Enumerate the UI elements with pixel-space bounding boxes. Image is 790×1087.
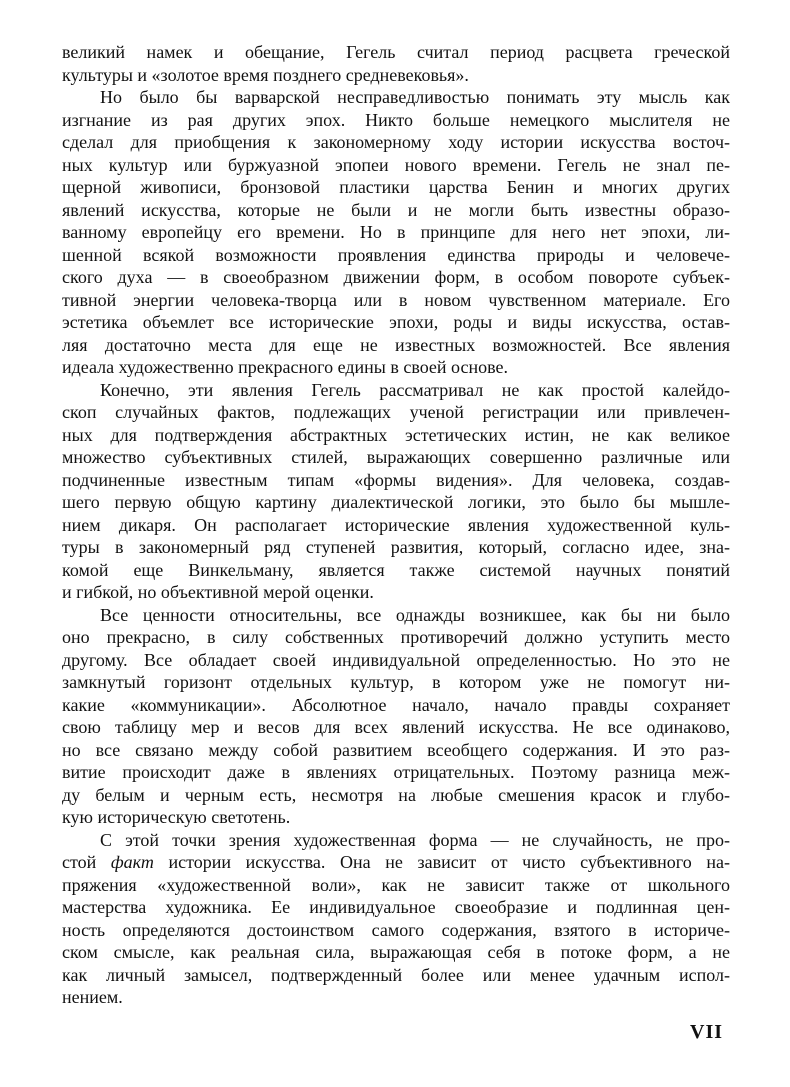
paragraph-3 (62, 379, 730, 604)
text-line: ванному европейцу его времени. Но в принципе для него нет эпохи, ли- (62, 222, 730, 242)
text-line: множество субъективных стилей, выражающих совершенно различные или (62, 447, 730, 467)
text-line: мастерства художника. Ее индивидуальное своеобразие и подлинная цен- (62, 897, 730, 917)
text-line: Конечно, эти явления Гегель рассматривал не как простой калейдо- (100, 379, 730, 400)
text-line: какие «коммуникации». Абсолютное начало, начало правды сохраняет (62, 694, 730, 715)
text-line: туры в закономерный ряд ступеней развития, который, согласно идее, зна- (62, 537, 730, 557)
text-line: замкнутый горизонт отдельных культур, в котором уже не помогут ни- (62, 672, 730, 692)
text-line: шенной всякой возможности проявления единства природы и человече- (62, 244, 730, 265)
paragraph-2 (62, 86, 730, 379)
text-line: ском смысле, как реальная сила, выражающая себя в потоке форм, а не (62, 942, 730, 962)
text-line: стой факт истории искусства. Она не зависит от чисто субъективного на- (62, 852, 730, 872)
body-text (62, 41, 730, 1009)
text-line: культуры и «золотое время позднего средневековья». (62, 64, 469, 85)
text-line: шего первую общую картину диалектической логики, это было бы мышле- (62, 492, 730, 512)
text-line: явлений искусства, которые не были и не могли быть известны образо- (62, 199, 730, 220)
text-line: комой еще Винкельману, является также системой научных понятий (62, 559, 730, 580)
text-line: Все ценности относительны, все однажды возникшее, как бы ни было (100, 604, 730, 625)
paragraph-4 (62, 604, 730, 829)
text-line: сделал для приобщения к закономерному ходу истории искусства восточ- (62, 132, 730, 152)
text-line: изгнание из рая других эпох. Никто больше немецкого мыслителя не (62, 109, 730, 130)
text-line: скоп случайных фактов, подлежащих ученой регистрации или привлечен- (62, 402, 730, 422)
text-line: пряжения «художественной воли», как не зависит также от школьного (62, 874, 730, 895)
text-line: ляя достаточно места для еще не известных возможностей. Все явления (62, 334, 730, 355)
text-line: нением. (62, 987, 123, 1007)
text-line: витие происходит даже в явлениях отрицательных. Поэтому разница меж- (62, 762, 730, 782)
text-line: С этой точки зрения художественная форма — не случайность, не про- (100, 829, 730, 850)
text-line: оно прекрасно, в силу собственных противоречий должно уступить место (62, 627, 730, 647)
text-line: кую историческую светотень. (62, 807, 291, 827)
paragraph-5 (62, 829, 730, 1009)
text-line: щерной живописи, бронзовой пластики царства Бенин и многих других (62, 177, 730, 197)
emphasized-word: факт (110, 852, 154, 872)
paragraph-1 (62, 41, 730, 86)
text-line: ского духа — в своеобразном движении форм, в особом повороте субъек- (62, 267, 730, 287)
text-line: как личный замысел, подтвержденный более или менее удачным испол- (62, 964, 730, 985)
text-line: Но было бы варварской несправедливостью понимать эту мысль как (100, 87, 730, 107)
text-line: эстетика объемлет все исторические эпохи, роды и виды искусства, остав- (62, 312, 730, 332)
text-line: ных культур или буржуазной эпопеи нового времени. Гегель не знал пе- (62, 154, 730, 175)
text-line: ду белым и черным есть, несмотря на любые смешения красок и глубо- (62, 784, 730, 805)
text-line: нием дикаря. Он располагает исторические явления художественной куль- (62, 514, 730, 535)
text-line: другому. Все обладает своей индивидуальной определенностью. Но это не (62, 649, 730, 670)
text-line: свою таблицу мер и весов для всех явлений искусства. Не все одинаково, (62, 717, 730, 737)
page-number: VII (690, 1021, 724, 1043)
text-line: но все связано между собой развитием всеобщего содержания. И это раз- (62, 739, 730, 760)
text-line: ных для подтверждения абстрактных эстетических истин, не как великое (62, 424, 730, 445)
text-line: тивной энергии человека-творца или в новом чувственном материале. Его (62, 289, 730, 310)
text-line: ность определяются достоинством самого содержания, взятого в историче- (62, 919, 730, 940)
text-line: подчиненные известным типам «формы видения». Для человека, создав- (62, 469, 730, 490)
text-line: великий намек и обещание, Гегель считал период расцвета греческой (62, 42, 730, 62)
text-line: идеала художественно прекрасного едины в своей основе. (62, 357, 508, 377)
text-line: и гибкой, но объективной мерой оценки. (62, 582, 374, 602)
